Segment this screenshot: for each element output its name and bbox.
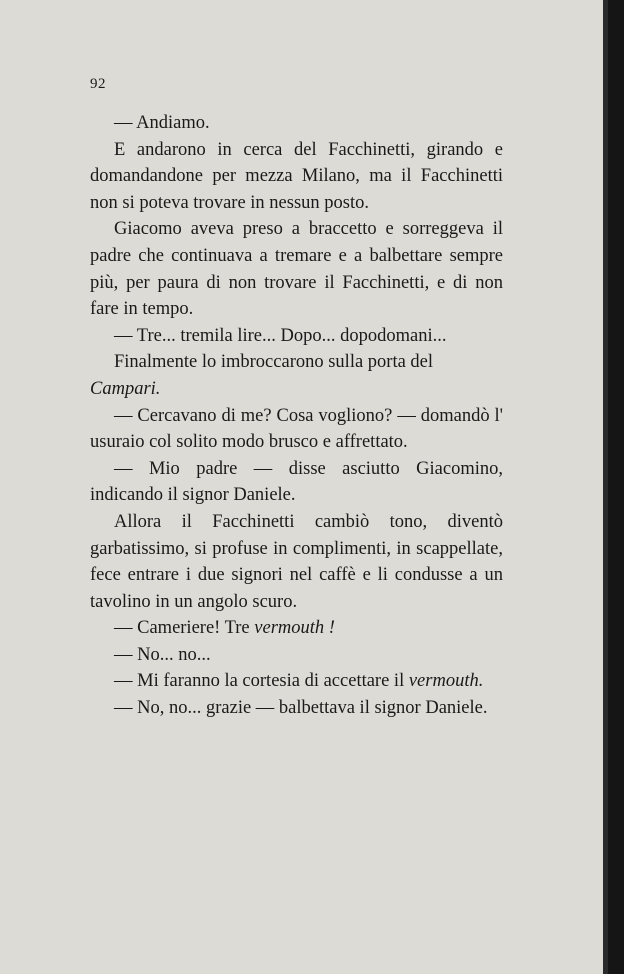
- book-binding: [608, 0, 624, 974]
- paragraph-text: — Cameriere! Tre: [114, 618, 255, 639]
- page-number: 92: [90, 76, 106, 92]
- paragraph: — Tre... tremila lire... Dopo... dopodomani...: [114, 325, 447, 346]
- paragraph-italic: vermouth !: [254, 618, 335, 639]
- paragraph: Giacomo aveva preso a braccetto e sorreggeva il padre che continuava a tremare e a balbettare sempre più, per paura di non trovare il Facchinetti, e di non fare in tempo.: [90, 219, 503, 320]
- paragraph: [90, 668, 503, 695]
- paragraph: — No, no... grazie — balbettava il signor Daniele.: [114, 698, 488, 719]
- paragraph: — Cercavano di me? Cosa vogliono? — domandò l' usuraio col solito modo brusco e affrettato.: [90, 405, 503, 453]
- body-text: [90, 110, 503, 722]
- paragraph-italic: Campari.: [90, 378, 161, 399]
- paragraph-text: Finalmente lo imbroccarono sulla porta del: [114, 352, 434, 373]
- paragraph-italic: vermouth.: [408, 671, 484, 692]
- paragraph: Allora il Facchinetti cambiò tono, diventò garbatissimo, si profuse in complimenti, in scappellate, fece entrare i due signori nel caffè e li condusse a un tavolino in un angolo scuro.: [90, 511, 503, 612]
- paragraph: — No... no...: [114, 644, 211, 665]
- paragraph: E andarono in cerca del Facchinetti, girando e domandandone per mezza Milano, ma il Facchinetti non si poteva trovare in nessun posto.: [90, 139, 503, 213]
- paragraph: [90, 615, 503, 642]
- paragraph-text: — Mi faranno la cortesia di accettare il: [114, 671, 409, 692]
- paragraph: — Andiamo.: [114, 113, 210, 133]
- paragraph: — Mio padre — disse asciutto Giacomino, indicando il signor Daniele.: [90, 458, 503, 506]
- paragraph: [90, 349, 503, 402]
